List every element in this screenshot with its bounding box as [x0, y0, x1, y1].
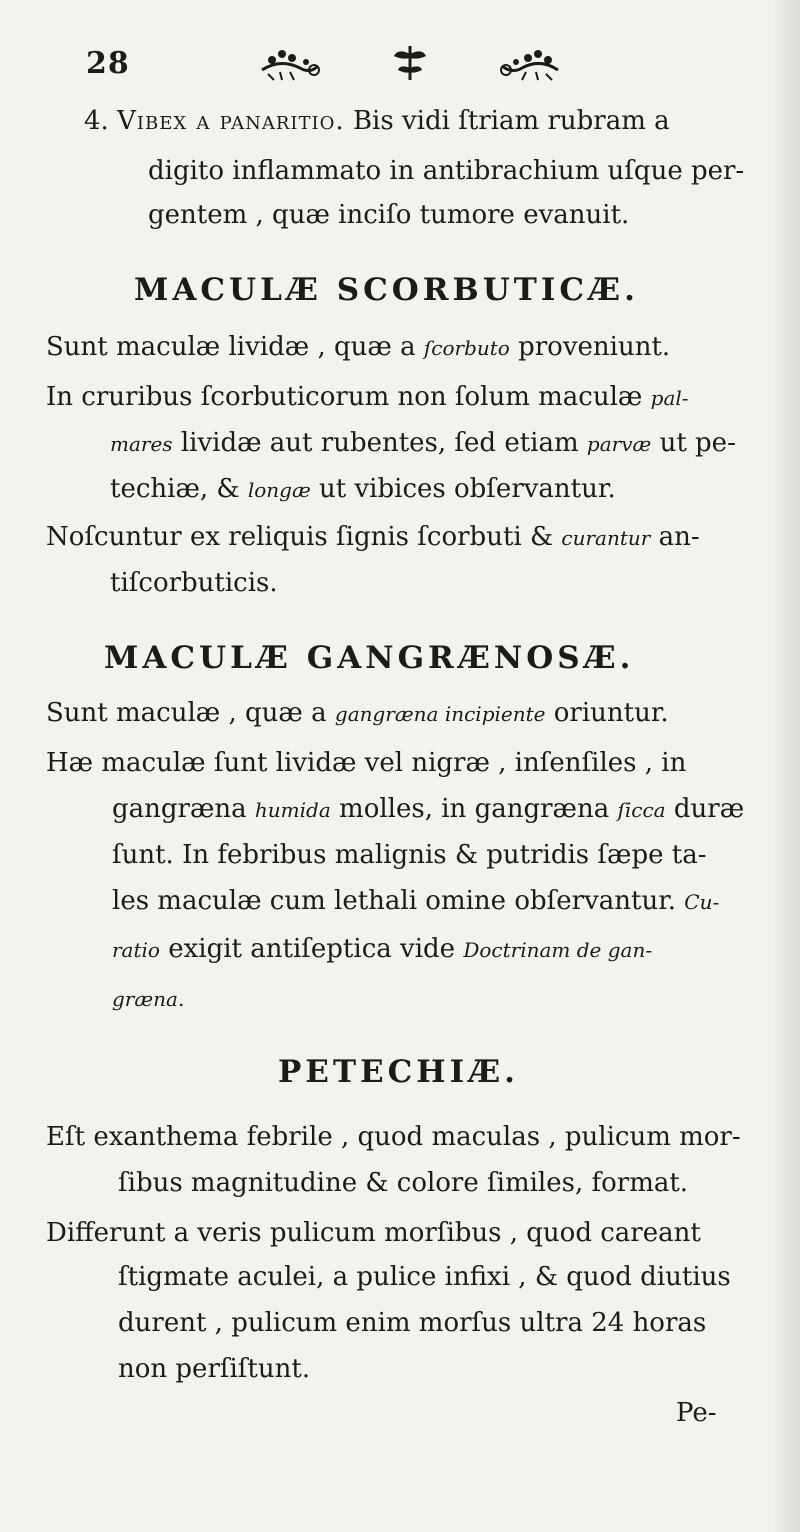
- petechiae-p2-line-3: durent , pulicum enim morſus ultra 24 horas: [118, 1308, 707, 1338]
- vibex-line-3: gentem , quæ inciſo tumore evanuit.: [148, 200, 630, 230]
- gangraenosae-p2-line-2: [112, 794, 744, 825]
- gangraenosae-p2-l5b: exigit antiſeptica vide: [159, 934, 464, 964]
- scorbuticae-p2-l3c: ut vibices obſervantur.: [310, 474, 616, 504]
- gangraenosae-p2-l2c: molles, in gangræna: [330, 794, 618, 824]
- gangraenosae-p2-l4b: Cu-: [684, 890, 720, 914]
- gangraenosae-p2-l2b: humida: [254, 798, 331, 822]
- scorbuticae-p3-l1c: an-: [650, 522, 700, 552]
- scorbuticae-p2-l3a: techiæ, &: [110, 474, 248, 504]
- petechiae-p2-line-2: ſtigmate aculei, a pulice infixi , & quod diutius: [118, 1262, 731, 1292]
- scorbuticae-p3-line-1: [46, 522, 700, 553]
- vibex-number: 4.: [84, 106, 109, 136]
- gangraenosae-p2-line-4: [112, 886, 719, 917]
- floral-right-ornament: [501, 50, 558, 80]
- scorbuticae-p1-b: ſcorbuto: [423, 336, 510, 360]
- scorbuticae-p2-l2c: parvæ: [586, 432, 652, 456]
- scorbuticae-p3-l1a: Noſcuntur ex reliquis ſignis ſcorbuti &: [46, 522, 562, 552]
- petechiae-p1-line-1: Eſt exanthema febrile , quod maculas , pulicum mor-: [46, 1122, 741, 1152]
- scorbuticae-p3-l1b: curantur: [561, 526, 651, 550]
- scorbuticae-p2-line-3: [110, 474, 616, 505]
- scorbuticae-p2-line-1: [46, 382, 689, 413]
- gangraenosae-p2-l2e: duræ: [665, 794, 745, 824]
- scorbuticae-p2-l3b: longæ: [247, 478, 311, 502]
- petechiae-p1-line-2: ſibus magnitudine & colore ſimiles, format.: [118, 1168, 689, 1198]
- scorbuticae-p2-l2b: lividæ aut rubentes, ſed etiam: [172, 428, 587, 458]
- heading-maculae-scorbuticae: MACULÆ SCORBUTICÆ.: [134, 272, 639, 308]
- scorbuticae-p3-line-2: tiſcorbuticis.: [110, 568, 278, 598]
- petechiae-p2-line-4: non perſiſtunt.: [118, 1354, 311, 1384]
- scorbuticae-p2-line-2: [110, 428, 736, 459]
- petechiae-p2-line-1: Differunt a veris pulicum morſibus , quod careant: [46, 1218, 701, 1248]
- header-ornaments: [260, 40, 560, 84]
- gangraenosae-p1-b: gangræna incipiente: [334, 702, 546, 726]
- gangraenosae-p2-l5a: ratio: [112, 938, 160, 962]
- gangraenosae-p2-line-6: græna.: [112, 987, 185, 1011]
- vibex-line-2: digito inflammato in antibrachium uſque per-: [148, 156, 745, 186]
- scorbuticae-p2-l2d: ut pe-: [651, 428, 736, 458]
- gangraenosae-p2-line-1: Hæ maculæ ſunt lividæ vel nigræ , inſenſiles , in: [46, 748, 687, 778]
- heading-maculae-gangraenosae: MACULÆ GANGRÆNOSÆ.: [104, 640, 635, 676]
- scorbuticae-p1-a: Sunt maculæ lividæ , quæ a: [46, 332, 424, 362]
- scorbuticae-p1: [46, 332, 670, 363]
- scorbuticae-p2-l2a: mares: [110, 432, 173, 456]
- gangraenosae-p2-line-5: [112, 934, 652, 965]
- scorbuticae-p2-l1b: pal-: [650, 386, 689, 410]
- floral-left-ornament: [262, 50, 319, 80]
- gangraenosae-p2-l5c: Doctrinam de gan-: [463, 938, 653, 962]
- floral-center-ornament: [394, 46, 426, 80]
- catchword: Pe-: [676, 1398, 717, 1428]
- gangraenosae-p1-c: oriuntur.: [545, 698, 669, 728]
- gangraenosae-p2-l4a: les maculæ cum lethali omine obſervantur.: [112, 886, 685, 916]
- vibex-line-1: [84, 106, 670, 136]
- gangraenosae-p2-l2d: ſicca: [617, 798, 666, 822]
- vibex-title: Vibex a panaritio.: [117, 106, 345, 136]
- scorbuticae-p1-c: proveniunt.: [509, 332, 671, 362]
- gangraenosae-p1: [46, 698, 669, 729]
- page-number: 28: [86, 46, 130, 81]
- gangraenosae-p2-l2a: gangræna: [112, 794, 255, 824]
- heading-petechiae: PETECHIÆ.: [278, 1054, 519, 1090]
- vibex-text-1: Bis vidi ſtriam rubram a: [352, 106, 670, 136]
- scorbuticae-p2-l1a: In cruribus ſcorbuticorum non ſolum maculæ: [46, 382, 651, 412]
- page-edge-shadow: [772, 0, 800, 1532]
- gangraenosae-p2-line-3: ſunt. In febribus malignis & putridis ſæpe ta-: [112, 840, 707, 870]
- gangraenosae-p1-a: Sunt maculæ , quæ a: [46, 698, 335, 728]
